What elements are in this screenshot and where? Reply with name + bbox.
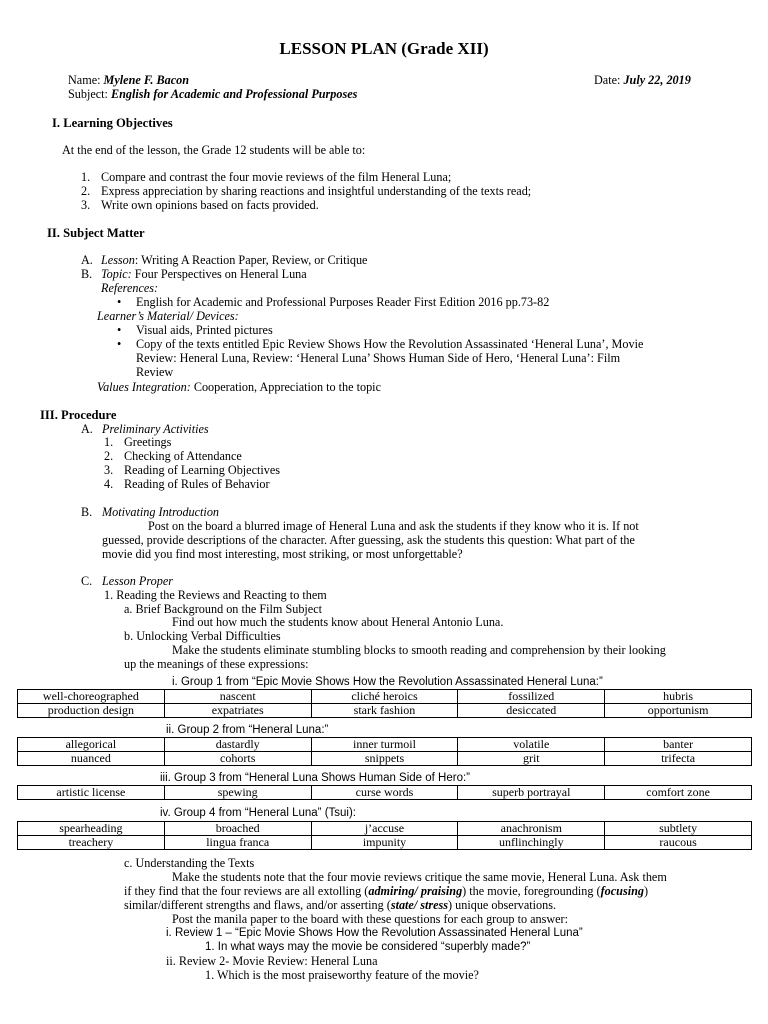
- group-label: ii. Group 2 from “Heneral Luna:”: [166, 724, 329, 736]
- bullet-icon: •: [117, 337, 122, 351]
- vocab-cell: desiccated: [458, 704, 605, 718]
- prelim-num: 3.: [104, 463, 114, 477]
- prelim-item: Checking of Attendance: [124, 449, 242, 463]
- lesson-text: : Writing A Reaction Paper, Review, or Critique: [134, 253, 368, 267]
- vocab-cell: spewing: [164, 786, 311, 800]
- vocab-cell: opportunism: [605, 704, 752, 718]
- vocab-cell: nascent: [164, 690, 311, 704]
- step-text: Post the manila paper to the board with these questions for each group to answer:: [172, 912, 568, 926]
- prelim-letter: A.: [81, 422, 93, 436]
- vocab-cell: volatile: [458, 738, 605, 752]
- vocab-cell: comfort zone: [605, 786, 752, 800]
- topic-text: Four Perspectives on Heneral Luna: [134, 267, 307, 281]
- step-text: ) the movie, foregrounding (: [462, 884, 601, 898]
- table-row: [18, 738, 752, 752]
- vocab-cell: production design: [18, 704, 165, 718]
- step-heading: 1. Reading the Reviews and Reacting to them: [104, 588, 327, 602]
- date-label: Date:: [594, 73, 621, 87]
- prelim-num: 1.: [104, 435, 114, 449]
- review-item: ii. Review 2- Movie Review: Heneral Luna: [166, 954, 378, 968]
- motivating-text: guessed, provide descriptions of the character. After guessing, ask the students this question: What part of the: [102, 533, 635, 547]
- table-row: [18, 786, 752, 800]
- materials-label: Learner’s Material/ Devices:: [97, 309, 239, 323]
- step-text: ): [643, 884, 649, 898]
- step-subheading: b. Unlocking Verbal Difficulties: [124, 629, 281, 643]
- step-text: ) unique observations.: [448, 898, 557, 912]
- lesson-label: Lesson: [101, 253, 135, 267]
- vocab-cell: treachery: [18, 836, 165, 850]
- topic-letter: B.: [81, 267, 93, 281]
- step-text: up the meanings of these expressions:: [124, 657, 309, 671]
- vocab-cell: artistic license: [18, 786, 165, 800]
- topic-line: [101, 267, 307, 281]
- subject-line: [68, 87, 357, 101]
- step-subheading: c. Understanding the Texts: [124, 856, 255, 870]
- vocab-cell: lingua franca: [164, 836, 311, 850]
- bullet-icon: •: [117, 323, 122, 337]
- lesson-proper-label: Lesson Proper: [102, 574, 173, 588]
- material-item: Visual aids, Printed pictures: [136, 323, 273, 337]
- prelim-num: 4.: [104, 477, 114, 491]
- subject-label: Subject:: [68, 87, 108, 101]
- objective-num: 2.: [81, 184, 91, 198]
- reference-item: English for Academic and Professional Purposes Reader First Edition 2016 pp.73-82: [136, 295, 550, 309]
- bullet-icon: •: [117, 295, 122, 309]
- prelim-item: Reading of Learning Objectives: [124, 463, 281, 477]
- prelim-label: Preliminary Activities: [102, 422, 209, 436]
- vocab-cell: trifecta: [605, 752, 752, 766]
- vocab-cell: superb portrayal: [458, 786, 605, 800]
- references-label: References:: [101, 281, 159, 295]
- emphasis-text: state/ stress: [390, 898, 449, 912]
- step-text: Find out how much the students know about Heneral Antonio Luna.: [172, 615, 504, 629]
- vocab-cell: raucous: [605, 836, 752, 850]
- vocab-cell: cliché heroics: [311, 690, 458, 704]
- vocab-cell: expatriates: [164, 704, 311, 718]
- vocab-cell: grit: [458, 752, 605, 766]
- subject-matter-heading: II. Subject Matter: [47, 226, 145, 240]
- step-text: Make the students note that the four movie reviews critique the same movie, Heneral Luna. Ask them: [172, 870, 667, 884]
- vocab-cell: nuanced: [18, 752, 165, 766]
- objectives-heading: I. Learning Objectives: [52, 116, 173, 130]
- prelim-item: Greetings: [124, 435, 172, 449]
- page-title: LESSON PLAN (Grade XII): [279, 39, 489, 58]
- vocab-cell: stark fashion: [311, 704, 458, 718]
- table-row: [18, 690, 752, 704]
- vocab-cell: cohorts: [164, 752, 311, 766]
- procedure-heading: III. Procedure: [40, 408, 117, 422]
- vocab-cell: subtlety: [605, 822, 752, 836]
- vocab-cell: curse words: [311, 786, 458, 800]
- vocab-cell: broached: [164, 822, 311, 836]
- vocab-cell: dastardly: [164, 738, 311, 752]
- step-subheading: a. Brief Background on the Film Subject: [124, 602, 323, 616]
- vocab-cell: well-choreographed: [18, 690, 165, 704]
- values-text: Cooperation, Appreciation to the topic: [193, 380, 381, 394]
- lesson-date: July 22, 2019: [623, 73, 691, 87]
- subject-name: English for Academic and Professional Purposes: [111, 87, 358, 101]
- review-question: 1. In what ways may the movie be considered “superbly made?”: [205, 941, 531, 953]
- table-row: [18, 836, 752, 850]
- group-label: iv. Group 4 from “Heneral Luna” (Tsui):: [160, 807, 356, 819]
- motivating-letter: B.: [81, 505, 93, 519]
- name-line: [68, 73, 189, 87]
- step-text-line: [124, 884, 648, 898]
- vocab-cell: allegorical: [18, 738, 165, 752]
- group-label: iii. Group 3 from “Heneral Luna Shows Human Side of Hero:”: [160, 772, 471, 784]
- objectives-intro: At the end of the lesson, the Grade 12 students will be able to:: [62, 143, 366, 157]
- prelim-num: 2.: [104, 449, 114, 463]
- table-row: [18, 822, 752, 836]
- vocab-cell: impunity: [311, 836, 458, 850]
- lesson-proper-letter: C.: [81, 574, 93, 588]
- lesson-letter: A.: [81, 253, 93, 267]
- topic-label: Topic:: [101, 267, 132, 281]
- motivating-label: Motivating Introduction: [102, 505, 220, 519]
- vocab-cell: inner turmoil: [311, 738, 458, 752]
- vocab-cell: snippets: [311, 752, 458, 766]
- objective-num: 1.: [81, 170, 91, 184]
- motivating-text: movie did you find most interesting, most striking, or most unforgettable?: [102, 547, 463, 561]
- review-question: 1. Which is the most praiseworthy feature of the movie?: [205, 968, 479, 982]
- vocab-cell: j’accuse: [311, 822, 458, 836]
- teacher-name: Mylene F. Bacon: [103, 73, 189, 87]
- vocab-cell: anachronism: [458, 822, 605, 836]
- emphasis-text: admiring/ praising: [368, 884, 463, 898]
- vocab-table-group-4: [17, 821, 752, 850]
- vocab-table-group-2: [17, 737, 752, 766]
- material-item: Copy of the texts entitled Epic Review Shows How the Revolution Assassinated ‘Heneral Luna’, Movie: [136, 337, 644, 351]
- step-text: Make the students eliminate stumbling blocks to smooth reading and comprehension by their looking: [172, 643, 666, 657]
- material-item-cont: Review: [136, 365, 174, 379]
- objective-num: 3.: [81, 198, 91, 212]
- group-label: i. Group 1 from “Epic Movie Shows How the Revolution Assassinated Heneral Luna:”: [172, 676, 603, 688]
- date-line: [594, 73, 691, 87]
- review-item: i. Review 1 – “Epic Movie Shows How the Revolution Assassinated Heneral Luna”: [166, 927, 583, 939]
- step-text: if they find that the four reviews are all extolling (: [124, 884, 369, 898]
- vocab-cell: unflinchingly: [458, 836, 605, 850]
- values-line: [97, 380, 381, 394]
- vocab-table-group-3: [17, 785, 752, 800]
- objective-item: Express appreciation by sharing reactions and insightful understanding of the texts read;: [101, 184, 532, 198]
- motivating-text: Post on the board a blurred image of Heneral Luna and ask the students if they know who it is. If not: [148, 519, 639, 533]
- lesson-line: [101, 253, 367, 267]
- table-row: [18, 752, 752, 766]
- emphasis-text: focusing: [600, 884, 644, 898]
- vocab-cell: hubris: [605, 690, 752, 704]
- vocab-cell: fossilized: [458, 690, 605, 704]
- prelim-item: Reading of Rules of Behavior: [124, 477, 270, 491]
- table-row: [18, 704, 752, 718]
- material-item-cont: Review: Heneral Luna, Review: ‘Heneral Luna’ Shows Human Side of Hero, ‘Heneral Luna’: Film: [136, 351, 621, 365]
- values-label: Values Integration:: [97, 380, 191, 394]
- name-label: Name:: [68, 73, 101, 87]
- vocab-cell: spearheading: [18, 822, 165, 836]
- step-text-line: [124, 898, 556, 912]
- step-text: similar/different strengths and flaws, and/or asserting (: [124, 898, 391, 912]
- objective-item: Compare and contrast the four movie reviews of the film Heneral Luna;: [101, 170, 452, 184]
- objective-item: Write own opinions based on facts provided.: [101, 198, 319, 212]
- vocab-cell: banter: [605, 738, 752, 752]
- vocab-table-group-1: [17, 689, 752, 718]
